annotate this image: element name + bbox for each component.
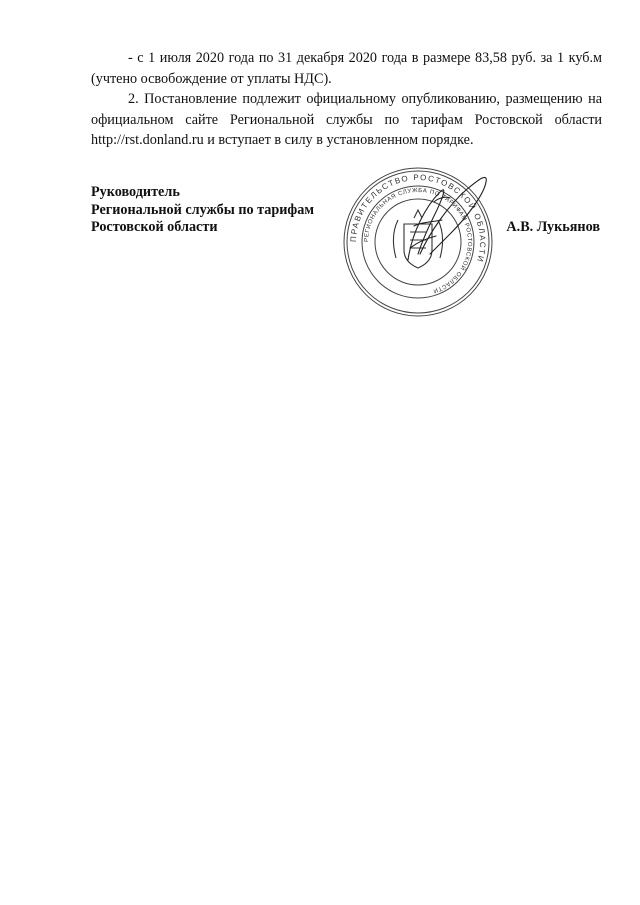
publication-paragraph: 2. Постановление подлежит официальному опубликованию, размещению на официальном сайте Региональной службы по тарифам Ростовской области http://rst.donland.ru и вступает в силу в установленном порядке. [91,91,602,148]
seal-inner-text: РЕГИОНАЛЬНАЯ СЛУЖБА ПО ТАРИФАМ РОСТОВСКОЙ ОБЛАСТИ [363,187,473,294]
coat-of-arms-emblem [393,210,442,268]
official-seal-with-signature [338,162,498,322]
tariff-period-paragraph: - с 1 июля 2020 года по 31 декабря 2020 года в размере 83,58 руб. за 1 куб.м (учтено освобождение от уплаты НДС). [91,50,602,87]
signatory-title [91,184,314,237]
signatory-name: А.В. Лукьянов [506,219,600,235]
body-text [91,48,602,151]
signatory-title-line-3: Ростовской области [91,219,218,235]
signatory-title-line-2: Региональной службы по тарифам [91,201,315,218]
seal-outer-text: ПРАВИТЕЛЬСТВО РОСТОВСКОЙ ОБЛАСТИ [348,172,488,264]
signatory-title-line-1: Руководитель [91,184,180,200]
